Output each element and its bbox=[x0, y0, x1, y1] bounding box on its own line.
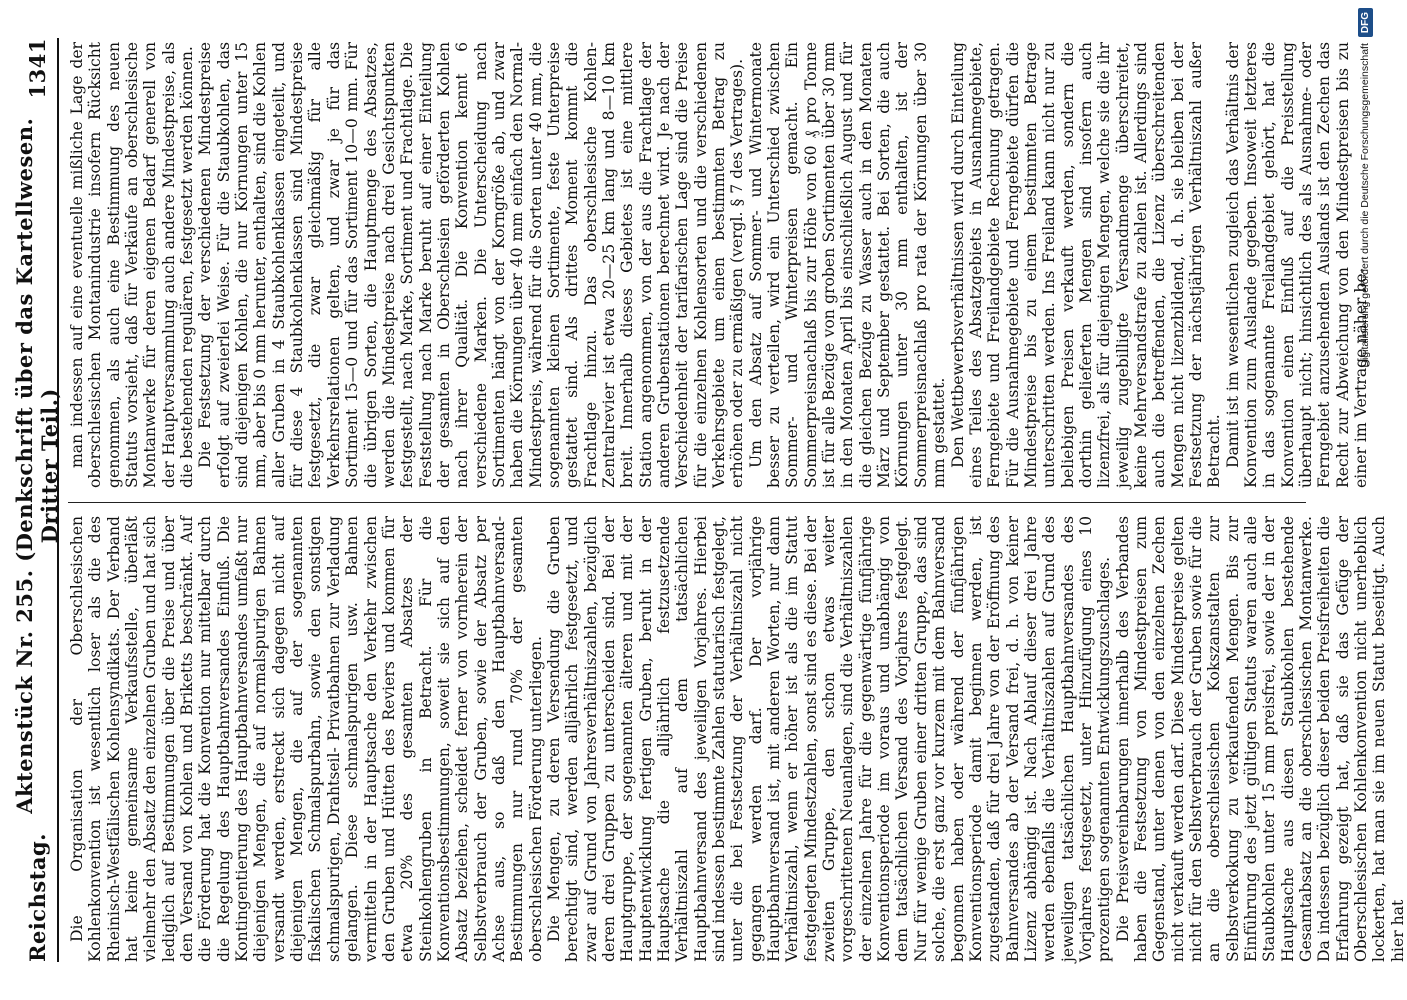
header-rule bbox=[57, 38, 59, 962]
header-title: Aktenstück Nr. 255. (Denkschrift über das Kartellwesen. Dritter Teil.) bbox=[12, 117, 62, 814]
paragraph: Die Organisation der Oberschlesischen Kohlenkonvention ist wesentlich loser als die des Rheinisch-Westfälischen Kohlensyndikats. Der Verband hat keine gemeinsame Verkaufsstelle, überläßt vielmehr den Absatz den einzelnen Gruben und hat sich lediglich auf Bestimmungen über die Preise und über den Versand von Kohlen und Briketts beschränkt. Auf die Förderung hat die Konvention nur mittelbar durch die Regelung des Hauptbahnversandes Einfluß. Die Kontingentierung des Hauptbahnversandes umfaßt nur diejenigen Mengen, die auf normalspurigen Bahnen versandt werden, erstreckt sich dagegen nicht auf diejenigen Mengen, die auf der sogenannten fiskalischen Schmalspurbahn, sowie den sonstigen schmalspurigen, Drahtseil- Privatbahnen zur Verladung gelangen. Diese schmalspurigen usw. Bahnen vermitteln in der Hauptsache den Verkehr zwischen den Gruben und Hütten des Reviers und kommen für etwa 20% des gesamten Absatzes der Steinkohlengruben in Betracht. Für die Konventionsbestimmungen, soweit sie sich auf den Absatz beziehen, scheidet ferner von vornherein der Selbstverbrauch der Gruben, sowie der Absatz per Achse aus, so daß den Hauptbahnversand-Bestimmungen nur rund 70% der gesamten oberschlesischen Förderung unterliegen. bbox=[68, 516, 545, 962]
header-left: Reichstag. bbox=[24, 833, 50, 962]
paragraph: Die Festsetzung der verschiedenen Mindestpreise erfolgt auf zweierlei Weise. Für die Staubkohlen, das sind diejenigen Kohlen, die nur Körnungen unter 15 mm, aber bis 0 mm herunter, enthalten, sind die Kohlen aller Gruben in 4 Staubkohlenklassen eingeteilt, und für diese 4 Staubkohlenklassen sind Mindestpreise festgesetzt, die zwar gleichmäßig für alle Verkehrsrelationen gelten, und zwar je für das Sortiment 15—0 und für das Sortiment 10—0 mm. Für die übrigen Sorten, die Hauptmenge des Absatzes, werden die Mindestpreise nach drei Gesichtspunkten festgestellt, nach Marke, Sortiment und Frachtlage. Die Feststellung nach Marke beruht auf einer Einteilung der gesamten in Oberschlesien geförderten Kohlen nach ihrer Qualität. Die Konvention kennt 6 verschiedene Marken. Die Unterscheidung nach Sortimenten hängt von der Korngröße ab, und zwar haben die Körnungen über 40 mm einfach den Normal-Mindestpreis, während für die Sorten unter 40 mm, die sogenannten kleinen Sortimente, feste Unterpreise gestattet sind. Als drittes Moment kommt die Frachtlage hinzu. Das oberschlesische Kohlen-Zentralrevier ist etwa 20—25 km lang und 8—10 km breit. Innerhalb dieses Gebietes ist eine mittlere Station angenommen, von der aus die Frachtlage der anderen Grubenstationen berechnet wird. Je nach der Verschiedenheit der tarifarischen Lage sind die Preise für die einzelnen Kohlensorten und die verschiedenen Verkehrsgebiete um einen bestimmten Betrag zu erhöhen oder zu ermäßigen (vergl. § 7 des Vertrages). bbox=[196, 42, 747, 488]
paragraph: Damit ist im wesentlichen zugleich das Verhältnis der Konvention zum Auslande gegeben. Insoweit letzteres in das sogenannte Freilandgebiet gehört, hat die Konvention einen Einfluß auf die Preisstellung überhaupt nicht; hinsichtlich des als Ausnahme- oder Ferngebiet anzusehenden Auslands ist den Zechen das Recht zur Abweichung von den Mindestpreisen bis zu einer im Vertrage näher be- bbox=[1223, 41, 1371, 488]
paragraph: Um den Absatz auf Sommer- und Wintermonate besser zu verteilen, wird ein Unterschied zwischen Sommer- und Winterpreisen gemacht. Ein Sommerpreisnachlaß bis zur Höhe von 60 ₰ pro Tonne ist für alle Bezüge von groben Sortimenten über 30 mm in den Monaten April bis einschließlich August und für die gleichen Bezüge zu Wasser auch in den Monaten März und September gestattet. Bei Sorten, die auch Körnungen unter 30 mm enthalten, ist der Sommerpreisnachlaß pro rata der Körnungen über 30 mm gestattet. bbox=[746, 42, 949, 488]
digitization-note bbox=[1354, 8, 1376, 992]
paragraph: Den Wettbewerbsverhältnissen wird durch Einteilung eines Teiles des Absatzgebiets in Ausnahmegebiete, Ferngebiete und Freilandgebiete Rechnung getragen. Für die Ausnahmegebiete und Ferngebiete dürfen die Mindestpreise bis zu einem bestimmten Betrage unterschritten werden. Ins Freiland kann nicht nur zu beliebigen Preisen verkauft werden, sondern die dorthin gelieferten Mengen sind insofern auch lizenzfrei, als für diejenigen Mengen, welche sie die ihr jeweilig zugebilligte Versandmenge überschreitet, keine Mehrversandstrafe zu zahlen ist. Allerdings sind auch die betreffenden, die Lizenz überschreitenden Mengen nicht lizenzbildend, d. h. sie bleiben bei der Festsetzung der nächstjährigen Verhältniszahl außer Betracht. bbox=[948, 42, 1224, 488]
page-number: 1341 bbox=[24, 38, 50, 99]
paragraph: Die Preisvereinbarungen innerhalb des Verbandes haben die Festsetzung von Mindestpreisen zum Gegenstand, unter denen von den einzelnen Zechen nicht verkauft werden darf. Diese Mindestpreise gelten nicht für den Selbstverbrauch der Gruben sowie für die an die oberschlesischen Kokszanstalten zur Selbstverkokung zu verkaufenden Mengen. Bis zur Einführung des jetzt gültigen Statuts waren auch alle Staubkohlen unter 15 mm preisfrei, sowie der in der Hauptsache aus diesen Staubkohlen bestehende Gesamtabsatz an die oberschlesischen Montanwerke. Da indessen bezüglich dieser beiden Preisfreiheiten die Erfahrung gezeigt hat, daß sie das Gefüge der Oberschlesischen Kohlenkonvention nicht unerheblich lockerten, hat man sie im neuen Statut beseitigt. Auch hier hat bbox=[1113, 516, 1407, 962]
dfg-logo: DFG bbox=[1358, 8, 1373, 37]
column-divider bbox=[68, 502, 1306, 503]
page-header bbox=[12, 38, 62, 962]
digitization-text: Digitalisierung gefördert durch die Deutsche Forschungsgemeinschaft bbox=[1359, 43, 1371, 368]
paragraph: man indessen auf eine eventuelle mißliche Lage der oberschlesischen Montanindustrie insofern Rücksicht genommen, als auch eine Bestimmung des neuen Statuts vorsieht, daß für Verkäufe an oberschlesische Montanwerke für deren eigenen Bedarf generell von der Hauptversammlung auch andere Mindestpreise, als die bestehenden regulären, festgesetzt werden können. bbox=[68, 42, 197, 488]
paragraph: Die Mengen, zu deren Versendung die Gruben berechtigt sind, werden alljährlich festgesetzt, und zwar auf Grund von Jahresverhältniszahlen, bezüglich deren drei Gruppen zu unterscheiden sind. Bei der Hauptgruppe, der sogenannten älteren und mit der Hauptentwicklung fertigen Gruben, beruht in der Hauptsache die alljährlich festzusetzende Verhältniszahl auf dem tatsächlichen Hauptbahnversand des jeweiligen Vorjahres. Hierbei sind indessen bestimmte Zahlen statutarisch festgelegt, unter die bei Festsetzung der Verhältniszahl nicht gegangen werden darf. Der vorjährige Hauptbahnversand ist, mit anderen Worten, nur dann Verhältniszahl, wenn er höher ist als die im Statut festgelegten Mindestzahlen, sonst sind es diese. Bei der zweiten Gruppe, den schon etwas weiter vorgeschrittenen Neuanlagen, sind die Verhältniszahlen der einzelnen Jahre für die gegenwärtige fünfjährige Konventionsperiode im voraus und unabhängig von dem tatsächlichen Versand des Vorjahres festgelegt. Nur für wenige Gruben einer dritten Gruppe, das sind solche, die erst ganz vor kurzem mit dem Bahnversand begonnen haben oder während der fünfjährigen Konventionsperiode damit beginnen werden, ist zugestanden, daß für drei Jahre von der Eröffnung des Bahnversandes ab der Versand frei, d. h. von keiner Lizenz abhängig ist. Nach Ablauf dieser drei Jahre werden ebenfalls die Verhältniszahlen auf Grund des jeweiligen tatsächlichen Hauptbahnversandes des Vorjahres festgesetzt, unter Hinzufügung eines 10 prozentigen sogenannten Entwicklungszuschlages. bbox=[544, 516, 1114, 962]
left-column bbox=[68, 516, 1407, 962]
